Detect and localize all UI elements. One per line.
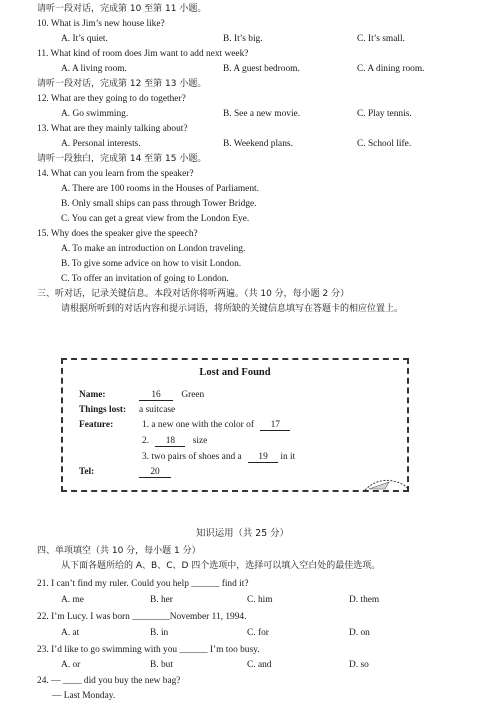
q22-option-c: C. for: [247, 628, 269, 638]
q12-option-b: B. See a new movie.: [223, 109, 301, 119]
question-13: 13. What are they mainly talking about?: [37, 124, 188, 134]
blank-16: 16: [139, 390, 173, 401]
q14-option-a: A. There are 100 rooms in the Houses of Parliament.: [61, 184, 259, 194]
question-24: 24. — ____ did you buy the new bag?: [37, 676, 181, 686]
intro-q12-13: 请听一段对话，完成第 12 至第 13 小题。: [37, 79, 207, 89]
lost-and-found-card: [61, 358, 409, 492]
blank-17: 17: [260, 420, 290, 431]
feature-1: [142, 420, 290, 431]
feature-2-number: 2.: [142, 436, 150, 446]
question-11: 11. What kind of room does Jim want to add next week?: [37, 49, 249, 59]
blank-19: 19: [248, 452, 278, 463]
name-label: Name:: [79, 390, 106, 400]
q23-option-c: C. and: [247, 660, 272, 670]
part3-heading: 三、听对话，记录关键信息。本段对话你将听两遍。（共 10 分，每小题 2 分）: [37, 289, 350, 299]
q10-option-b: B. It’s big.: [223, 34, 263, 44]
section-title: 知识运用（共 25 分）: [196, 528, 289, 539]
page-curl-icon: [363, 476, 409, 492]
q22-option-a: A. at: [61, 628, 80, 638]
q13-option-c: C. School life.: [357, 139, 412, 149]
q11-option-c: C. A dining room.: [357, 64, 425, 74]
tel-row: [139, 467, 171, 478]
part4-heading: 四、单项填空（共 10 分，每小题 1 分）: [37, 546, 201, 556]
q21-option-c: C. him: [247, 595, 273, 605]
feature-2-text: size: [192, 436, 208, 446]
q12-option-c: C. Play tennis.: [357, 109, 412, 119]
name-value: Green: [181, 390, 205, 400]
q14-option-b: B. Only small ships can pass through Tower Bridge.: [61, 199, 257, 209]
feature-3: [142, 452, 295, 463]
question-10: 10. What is Jim’s new house like?: [37, 19, 165, 29]
q12-option-a: A. Go swimming.: [61, 109, 129, 119]
q10-option-a: A. It’s quiet.: [61, 34, 108, 44]
question-14: 14. What can you learn from the speaker?: [37, 169, 194, 179]
q21-option-b: B. her: [150, 595, 173, 605]
feature-1-text: 1. a new one with the color of: [142, 420, 254, 430]
q10-option-c: C. It’s small.: [357, 34, 405, 44]
q11-option-b: B. A guest bedroom.: [223, 64, 300, 74]
tel-label: Tel:: [79, 467, 95, 477]
q13-option-a: A. Personal interests.: [61, 139, 141, 149]
blank-18: 18: [155, 436, 185, 447]
q15-option-a: A. To make an introduction on London traveling.: [61, 244, 246, 254]
feature-3-text: 3. two pairs of shoes and a: [142, 452, 242, 462]
q14-option-c: C. You can get a great view from the London Eye.: [61, 214, 250, 224]
question-12: 12. What are they going to do together?: [37, 94, 186, 104]
question-23: 23. I’d like to go swimming with you ______ I’m too busy.: [37, 645, 260, 655]
q11-option-a: A. A living room.: [61, 64, 127, 74]
intro-q14-15: 请听一段独白，完成第 14 至第 15 小题。: [37, 154, 207, 164]
q24-answer: — Last Monday.: [52, 691, 116, 701]
question-22: 22. I’m Lucy. I was born ________November 11, 1994.: [37, 612, 247, 622]
things-lost-value: a suitcase: [139, 405, 176, 415]
feature-3-suffix: in it: [280, 452, 296, 462]
part4-instruction: 从下面各题所给的 A、B、C、D 四个选项中，选择可以填入空白处的最佳选项。: [61, 561, 381, 571]
q23-option-d: D. so: [349, 660, 369, 670]
things-lost-label: Things lost:: [79, 405, 127, 415]
q22-option-d: D. on: [349, 628, 370, 638]
intro-q10-11: 请听一段对话，完成第 10 至第 11 小题。: [37, 4, 207, 14]
part3-instruction: 请根据所听到的对话内容和提示词语，将所缺的关键信息填写在答题卡的相应位置上。: [61, 304, 404, 314]
q15-option-c: C. To offer an invitation of going to London.: [61, 274, 229, 284]
q23-option-b: B. but: [150, 660, 173, 670]
feature-label: Feature:: [79, 420, 114, 430]
q21-option-d: D. them: [349, 595, 380, 605]
question-21: 21. I can’t find my ruler. Could you help ______ find it?: [37, 579, 249, 589]
q15-option-b: B. To give some advice on how to visit London.: [61, 259, 242, 269]
blank-20: 20: [139, 467, 171, 478]
q13-option-b: B. Weekend plans.: [223, 139, 293, 149]
q23-option-a: A. or: [61, 660, 81, 670]
name-row: [139, 390, 204, 401]
feature-2: [142, 436, 207, 447]
card-title: Lost and Found: [199, 367, 271, 378]
q22-option-b: B. in: [150, 628, 169, 638]
question-15: 15. Why does the speaker give the speech?: [37, 229, 198, 239]
q21-option-a: A. me: [61, 595, 84, 605]
